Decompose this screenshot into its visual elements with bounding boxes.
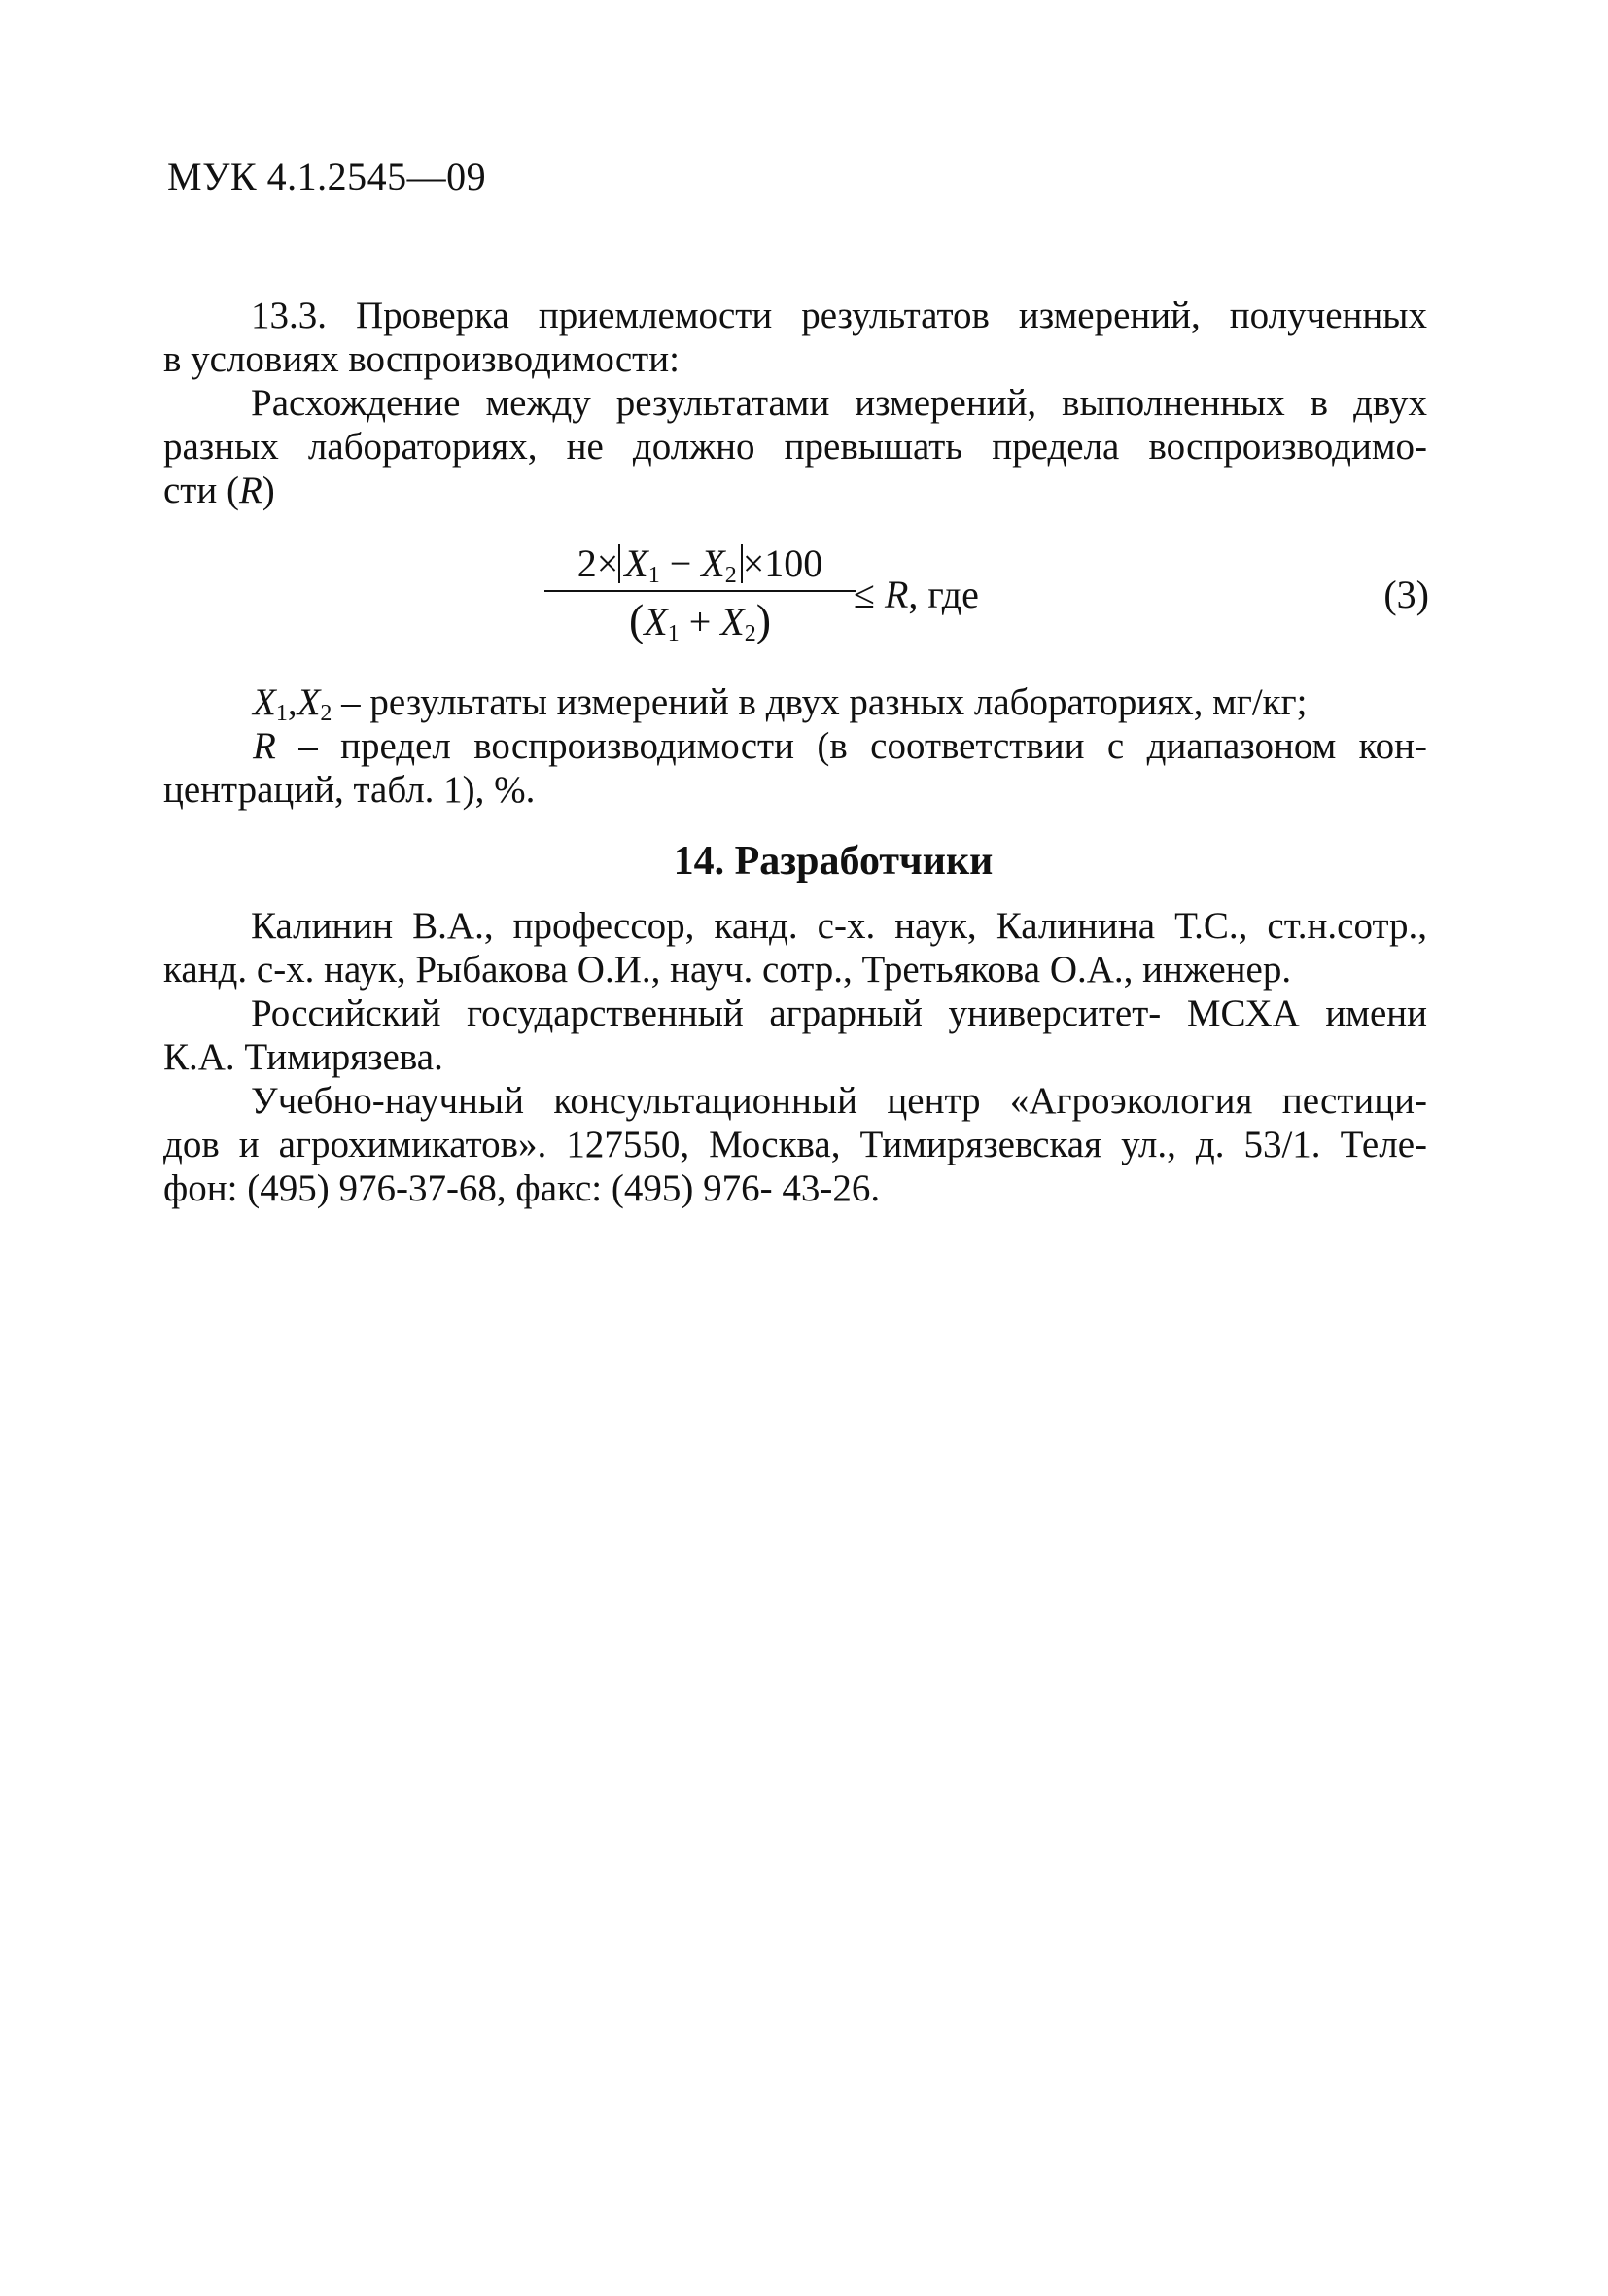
num-minus: −	[659, 541, 702, 585]
definition-r-line-2: центраций, табл. 1), %.	[163, 769, 536, 811]
den-x2: X	[720, 600, 745, 644]
center-line-3: фон: (495) 976-37-68, факс: (495) 976- 43-26.	[163, 1167, 881, 1209]
def1-text: – результаты измерений в двух разных лабораториях, мг/кг;	[332, 681, 1308, 723]
le-sign: ≤	[854, 573, 875, 616]
def-x1: X	[253, 681, 276, 723]
section-14-body	[163, 904, 1427, 1210]
fraction-bar	[544, 590, 856, 592]
formula-tail	[854, 572, 979, 617]
def-x2: X	[297, 681, 321, 723]
document-code-header: МУК 4.1.2545—09	[167, 155, 487, 198]
section-13-3	[163, 294, 1427, 512]
def2-text-line1: – предел воспроизводимости (в соответствии с диапазоном кон-	[275, 725, 1427, 767]
def-sub2: 2	[320, 701, 332, 726]
formula-r: R	[884, 573, 909, 616]
university-line-1: Российский государственный аграрный университет- МСХА имени	[251, 992, 1427, 1034]
def-sub1: 1	[275, 701, 288, 726]
section-14-title: 14. Разработчики	[673, 839, 994, 884]
formula-3	[544, 539, 1429, 666]
def-r: R	[253, 725, 276, 767]
section-13-3-line-1: 13.3. Проверка приемлемости результатов измерений, полученных	[251, 295, 1427, 336]
num-prefix: 2×	[577, 541, 619, 585]
def-comma: ,	[287, 681, 297, 723]
den-plus: +	[679, 600, 721, 644]
section-13-3-line-5-text: сти (	[163, 470, 239, 511]
close-paren: )	[262, 470, 275, 511]
definitions	[163, 680, 1427, 812]
center-line-2: дов и агрохимикатов». 127550, Москва, Тимирязевская ул., д. 53/1. Теле-	[163, 1124, 1427, 1165]
section-13-3-line-3: Расхождение между результатами измерений, выполненных в двух	[251, 382, 1427, 424]
abs-value	[618, 541, 742, 588]
formula-fraction	[544, 539, 856, 644]
den-close-paren: )	[755, 595, 772, 644]
den-open-paren: (	[628, 595, 645, 644]
num-suffix: ×100	[742, 541, 823, 585]
definition-x1-x2	[163, 680, 1427, 724]
formula-numerator	[544, 539, 856, 588]
den-sub2: 2	[744, 621, 756, 646]
equation-number: (3)	[1383, 573, 1429, 616]
developers-line-1: Калинин В.А., профессор, канд. с-х. наук, Калинина Т.С., ст.н.сотр.,	[251, 905, 1427, 947]
num-sub1: 1	[647, 563, 660, 588]
formula-where: , где	[908, 573, 979, 616]
section-13-3-line-2: в условиях воспроизводимости:	[163, 338, 680, 380]
den-x1: X	[644, 600, 668, 644]
r-symbol: R	[238, 470, 262, 511]
section-13-3-line-5	[163, 469, 1427, 512]
university-line-2: К.А. Тимирязева.	[163, 1036, 443, 1078]
developers-line-2: канд. с-х. наук, Рыбакова О.И., науч. сотр., Третьякова О.А., инженер.	[163, 949, 1292, 991]
den-sub1: 1	[667, 621, 680, 646]
definition-r-line-1	[163, 724, 1427, 768]
section-13-3-line-4: разных лабораториях, не должно превышать предела воспроизводимо-	[163, 426, 1427, 468]
center-line-1: Учебно-научный консультационный центр «Агроэкология пестици-	[251, 1080, 1427, 1122]
num-x2: X	[701, 541, 725, 585]
num-sub2: 2	[724, 563, 737, 588]
formula-denominator	[544, 596, 856, 644]
num-x1: X	[624, 541, 648, 585]
